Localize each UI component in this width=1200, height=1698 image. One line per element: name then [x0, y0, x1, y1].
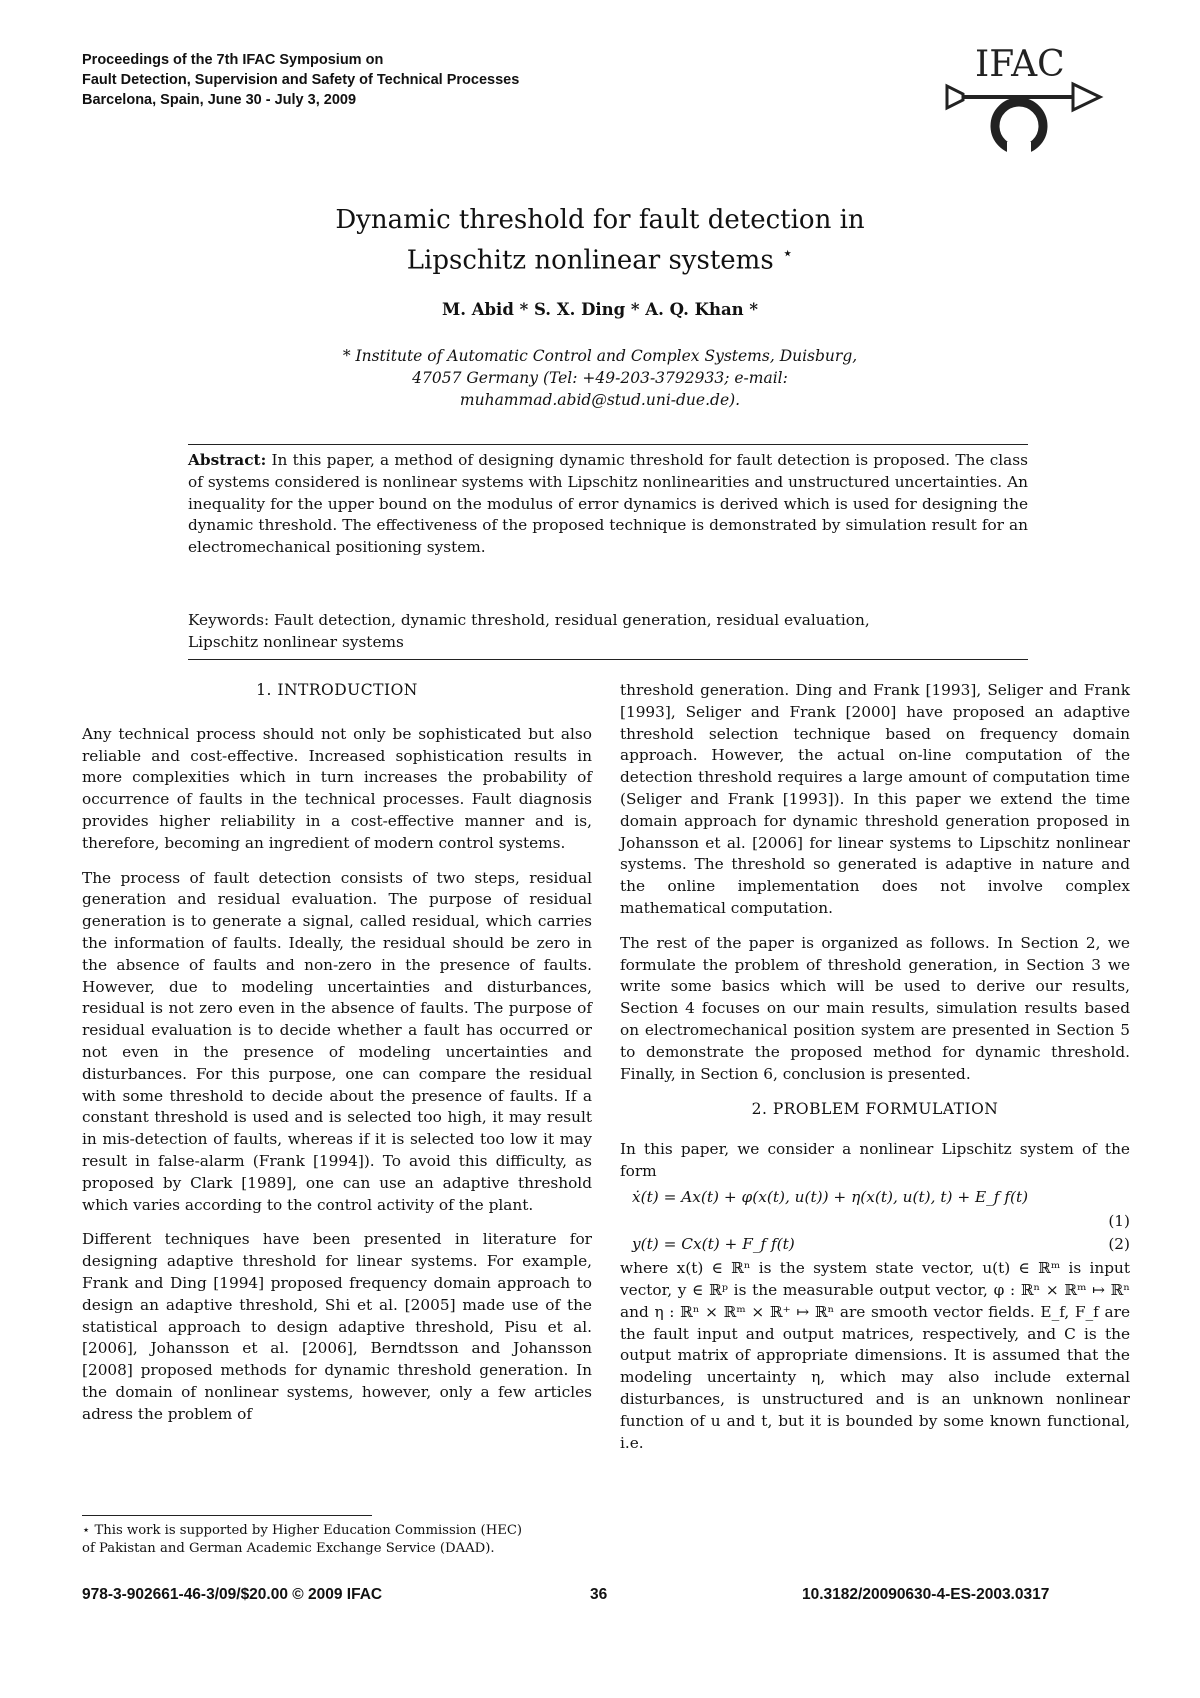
logo-ring-gap	[1007, 142, 1031, 156]
equation-1	[632, 1187, 1130, 1209]
equation-2	[632, 1234, 1130, 1256]
equation-1-body: ẋ(t) = Ax(t) + φ(x(t), u(t)) + η(x(t), u(t), t) + E_f f(t)	[632, 1187, 1029, 1206]
authors: M. Abid * S. X. Ding * A. Q. Khan *	[441, 300, 759, 319]
abstract-top-rule	[188, 444, 1028, 445]
header-line-1: Proceedings of the 7th IFAC Symposium on	[82, 52, 384, 68]
keywords-line-2: Lipschitz nonlinear systems	[188, 632, 404, 651]
paragraph: In this paper, we consider a nonlinear Lipschitz system of the form	[620, 1140, 1130, 1180]
footer-isbn: 978-3-902661-46-3/09/$20.00 © 2009 IFAC	[82, 1586, 383, 1603]
paragraph: threshold generation. Ding and Frank [1993], Seliger and Frank [1993], Seliger and Frank [2000] have proposed an adaptive threshold selection technique based on frequency domain approach. However, the actual on-line computation of the detection threshold requires a large amount of computation time (Seliger and Frank [1993]). In this paper we extend the time domain approach for dynamic threshold generation proposed in Johansson et al. [2006] for linear systems to Lipschitz nonlinear systems. The threshold so generated is adaptive in nature and the online implementation does not involve complex mathematical computation.	[620, 681, 1130, 917]
section-2-title: 2. PROBLEM FORMULATION	[751, 1100, 999, 1119]
keywords	[188, 610, 1028, 654]
affiliation-line-1: * Institute of Automatic Control and Complex Systems, Duisburg,	[342, 347, 858, 365]
abstract	[188, 448, 1028, 559]
header-line-3: Barcelona, Spain, June 30 - July 3, 2009	[82, 92, 357, 108]
affiliation	[300, 345, 900, 411]
logo-arrow-head	[1073, 84, 1100, 110]
abstract-label: Abstract:	[188, 451, 267, 469]
paragraph: The rest of the paper is organized as follows. In Section 2, we formulate the problem of threshold generation, in Section 3 we write some basics which will be used to derive our results, Section 4 focuses on our main results, simulation results based on electromechanical position system are presented in Section 5 to demonstrate the proposed method for dynamic threshold. Finally, in Section 6, conclusion is presented.	[620, 933, 1130, 1083]
affiliation-line-3: muhammad.abid@stud.uni-due.de).	[459, 391, 741, 409]
left-column	[82, 680, 592, 1439]
section-1-title: 1. INTRODUCTION	[256, 681, 418, 699]
affiliation-line-2: 47057 Germany (Tel: +49-203-3792933; e-mail:	[412, 369, 788, 387]
paragraph: where x(t) ∈ ℝⁿ is the system state vector, u(t) ∈ ℝᵐ is input vector, y ∈ ℝᵖ is the measurable output vector, φ : ℝⁿ × ℝᵐ ↦ ℝⁿ and η : ℝⁿ × ℝᵐ × ℝ⁺ ↦ ℝⁿ are smooth vector fields. E_f, F_f are the fault input and output matrices, respectively, and C is the output matrix of appropriate dimensions. It is assumed that the modeling uncertainty η, which may also include external disturbances, is unstructured and is an unknown nonlinear function of u and t, but it is bounded by some known functional, i.e.	[620, 1259, 1130, 1452]
equation-1-number: (1)	[1108, 1211, 1130, 1230]
paragraph: The process of fault detection consists of two steps, residual generation and residual evaluation. The purpose of residual generation is to generate a signal, called residual, which carries the information of faults. Ideally, the residual should be zero in the absence of faults and non-zero in the presence of faults. However, due to modeling uncertainties and disturbances, residual is not zero even in the absence of faults. The purpose of residual evaluation is to decide whether a fault has occurred or not even in the presence of modeling uncertainties and disturbances. For this purpose, one can compare the residual with some threshold to decide about the presence of faults. If a constant threshold is used and is selected too high, it may result in mis-detection of faults, whereas if it is selected too low it may result in false-alarm (Frank [1994]). To avoid this difficulty, as proposed by Clark [1989], one can use an adaptive threshold which varies according to the control activity of the plant.	[82, 868, 592, 1214]
equation-2-body: y(t) = Cx(t) + F_f f(t)	[632, 1235, 795, 1254]
paragraph: Different techniques have been presented in literature for designing adaptive threshold for linear systems. For example, Frank and Ding [1994] proposed frequency domain approach to design an adaptive threshold, Shi et al. [2005] made use of the statistical approach to design adaptive threshold, Pisu et al. [2006], Johansson et al. [2006], Berndtsson and Johansson [2008] proposed methods for dynamic threshold generation. In the domain of nonlinear systems, however, only a few articles adress the problem of	[82, 1230, 592, 1423]
page-number: 36	[590, 1586, 608, 1603]
right-column	[620, 680, 1130, 1467]
paragraph: Any technical process should not only be sophisticated but also reliable and cost-effective. Increased sophistication results in more complexities which in turn increases the probability of occurrence of faults in the technical processes. Fault diagnosis provides higher reliability in a cost-effective manner and is, therefore, becoming an ingredient of modern control systems.	[82, 724, 592, 852]
title-footnote-mark: ⋆	[781, 243, 794, 264]
keywords-line-1: Keywords: Fault detection, dynamic threshold, residual generation, residual evaluation,	[188, 611, 870, 629]
footer-doi: 10.3182/20090630-4-ES-2003.0317	[802, 1586, 1050, 1603]
paper-title	[150, 203, 1050, 278]
ifac-logo	[945, 48, 1105, 160]
footnote	[82, 1515, 592, 1558]
logo-arrow-tail	[947, 86, 963, 108]
footnote-rule	[82, 1515, 372, 1516]
proceedings-header	[82, 50, 519, 110]
header-line-2: Fault Detection, Supervision and Safety of Technical Processes	[82, 72, 520, 88]
equation-2-number: (2)	[1108, 1235, 1130, 1254]
title-line-1: Dynamic threshold for fault detection in	[335, 205, 865, 235]
equation-1-number-row	[632, 1211, 1130, 1233]
footnote-line-2: of Pakistan and German Academic Exchange Service (DAAD).	[82, 1541, 495, 1556]
keywords-bottom-rule	[188, 659, 1028, 660]
title-line-2: Lipschitz nonlinear systems	[406, 245, 774, 276]
abstract-text: In this paper, a method of designing dynamic threshold for fault detection is proposed. The class of systems considered is nonlinear systems with Lipschitz nonlinearities and unstructured uncertainties. An inequality for the upper bound on the modulus of error dynamics is derived which is used for designing the dynamic threshold. The effectiveness of the proposed technique is demonstrated by simulation result for an electromechanical positioning system.	[188, 451, 1028, 557]
logo-text: IFAC	[975, 48, 1065, 85]
footnote-line-1: ⋆ This work is supported by Higher Education Commission (HEC)	[82, 1523, 523, 1538]
